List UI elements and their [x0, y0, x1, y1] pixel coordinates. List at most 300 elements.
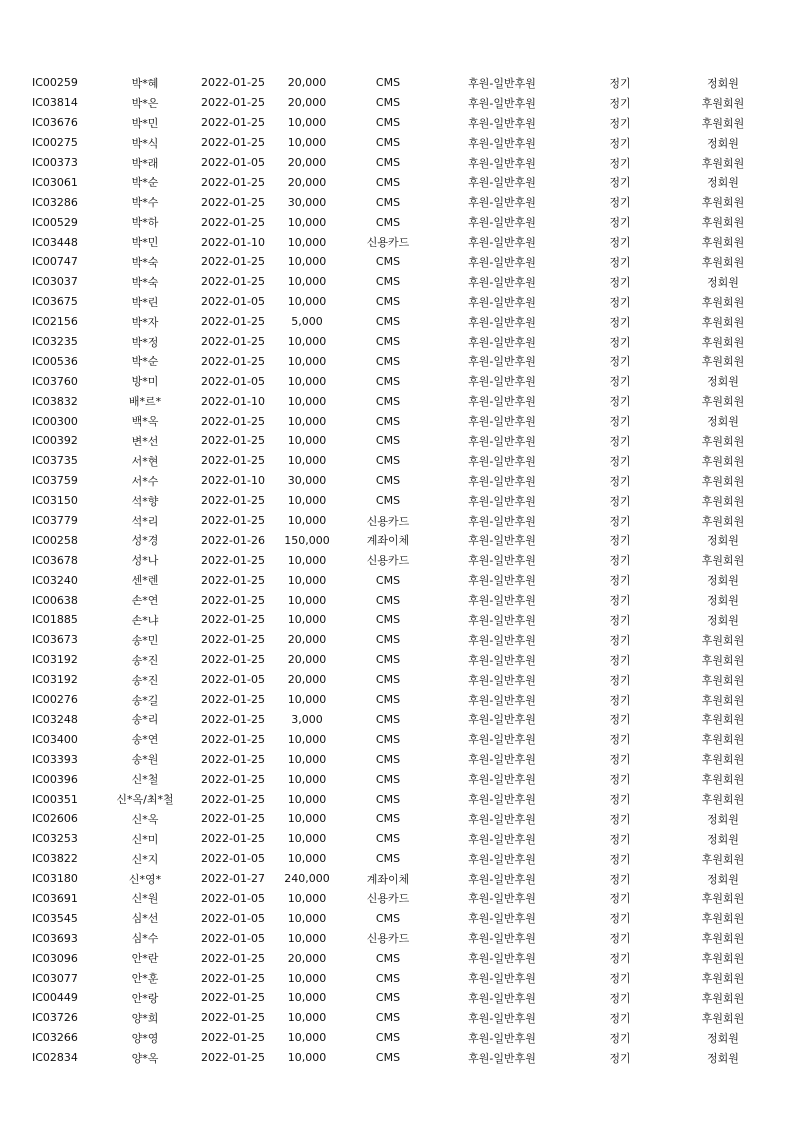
amount-cell: 10,000	[287, 772, 327, 786]
payment-method-cell: CMS	[375, 374, 401, 388]
member-grade-cell: 후원회원	[701, 335, 745, 349]
member-name-cell: 박*식	[131, 136, 159, 150]
member-name-cell: 박*수	[131, 196, 159, 210]
amount-cell: 10,000	[287, 732, 327, 746]
donation-type-cell: 후원-일반후원	[468, 852, 536, 866]
member-id-cell: IC01885	[32, 613, 78, 627]
payment-date-cell: 2022-01-25	[201, 1011, 265, 1025]
member-id-cell: IC03240	[32, 573, 78, 587]
member-id-cell: IC03822	[32, 852, 78, 866]
donation-type-cell: 후원-일반후원	[468, 434, 536, 448]
donation-type-cell: 후원-일반후원	[468, 415, 536, 429]
member-grade-cell: 후원회원	[701, 892, 745, 906]
member-id-cell: IC03832	[32, 394, 78, 408]
member-name-cell: 박*정	[131, 335, 159, 349]
table-row	[32, 1048, 772, 1068]
donation-type-cell: 후원-일반후원	[468, 196, 536, 210]
table-row	[32, 968, 772, 988]
member-grade-cell: 후원회원	[701, 96, 745, 110]
payment-method-cell: CMS	[375, 752, 401, 766]
member-grade-cell: 후원회원	[701, 295, 745, 309]
donation-cycle-cell: 정기	[609, 733, 631, 747]
payment-date-cell: 2022-01-25	[201, 633, 265, 647]
payment-date-cell: 2022-01-25	[201, 832, 265, 846]
donation-cycle-cell: 정기	[609, 335, 631, 349]
payment-date-cell: 2022-01-25	[201, 175, 265, 189]
donation-cycle-cell: 정기	[609, 1011, 631, 1025]
donation-cycle-cell: 정기	[609, 275, 631, 289]
member-name-cell: 방*미	[131, 375, 159, 389]
table-row	[32, 829, 772, 849]
payment-date-cell: 2022-01-05	[201, 911, 265, 925]
table-row	[32, 610, 772, 630]
member-id-cell: IC00529	[32, 215, 78, 229]
amount-cell: 10,000	[287, 494, 327, 508]
amount-cell: 10,000	[287, 693, 327, 707]
table-row	[32, 371, 772, 391]
amount-cell: 10,000	[287, 434, 327, 448]
payment-method-cell: CMS	[375, 653, 401, 667]
payment-method-cell: CMS	[375, 96, 401, 110]
donation-type-cell: 후원-일반후원	[468, 76, 536, 90]
table-row	[32, 153, 772, 173]
payment-date-cell: 2022-01-05	[201, 852, 265, 866]
donation-cycle-cell: 정기	[609, 514, 631, 528]
amount-cell: 10,000	[287, 454, 327, 468]
donation-cycle-cell: 정기	[609, 1031, 631, 1045]
donation-cycle-cell: 정기	[609, 236, 631, 250]
table-row	[32, 749, 772, 769]
member-grade-cell: 후원회원	[701, 733, 745, 747]
donation-cycle-cell: 정기	[609, 832, 631, 846]
donation-cycle-cell: 정기	[609, 415, 631, 429]
member-name-cell: 석*향	[131, 494, 159, 508]
donation-cycle-cell: 정기	[609, 176, 631, 190]
payment-date-cell: 2022-01-25	[201, 315, 265, 329]
donation-cycle-cell: 정기	[609, 375, 631, 389]
donation-type-cell: 후원-일반후원	[468, 216, 536, 230]
member-id-cell: IC03150	[32, 494, 78, 508]
member-id-cell: IC03693	[32, 931, 78, 945]
member-id-cell: IC03037	[32, 275, 78, 289]
table-row	[32, 491, 772, 511]
amount-cell: 10,000	[287, 215, 327, 229]
table-row	[32, 192, 772, 212]
member-name-cell: 박*래	[131, 156, 159, 170]
member-name-cell: 안*란	[131, 952, 159, 966]
member-grade-cell: 정회원	[707, 275, 739, 289]
donation-type-cell: 후원-일반후원	[468, 236, 536, 250]
donation-type-cell: 후원-일반후원	[468, 1031, 536, 1045]
payment-date-cell: 2022-01-05	[201, 931, 265, 945]
member-grade-cell: 후원회원	[701, 633, 745, 647]
donation-type-cell: 후원-일반후원	[468, 733, 536, 747]
payment-date-cell: 2022-01-25	[201, 434, 265, 448]
member-name-cell: 송*민	[131, 633, 159, 647]
payment-date-cell: 2022-01-26	[201, 533, 265, 547]
member-id-cell: IC03545	[32, 911, 78, 925]
donation-type-cell: 후원-일반후원	[468, 713, 536, 727]
member-grade-cell: 후원회원	[701, 355, 745, 369]
payment-date-cell: 2022-01-25	[201, 573, 265, 587]
member-name-cell: 박*린	[131, 295, 159, 309]
payment-date-cell: 2022-01-25	[201, 76, 265, 90]
member-grade-cell: 정회원	[707, 613, 739, 627]
donation-cycle-cell: 정기	[609, 793, 631, 806]
payment-method-cell: CMS	[375, 1011, 401, 1025]
member-grade-cell: 정회원	[707, 176, 739, 190]
table-row	[32, 232, 772, 252]
member-grade-cell: 정회원	[707, 832, 739, 846]
member-id-cell: IC03393	[32, 752, 78, 766]
member-grade-cell: 후원회원	[701, 952, 745, 966]
payment-date-cell: 2022-01-25	[201, 195, 265, 209]
member-name-cell: 신*미	[131, 832, 159, 846]
donation-cycle-cell: 정기	[609, 912, 631, 926]
payment-method-cell: CMS	[375, 295, 401, 309]
member-name-cell: 송*진	[131, 653, 159, 667]
member-id-cell: IC03077	[32, 971, 78, 985]
donation-type-cell: 후원-일반후원	[468, 335, 536, 349]
payment-date-cell: 2022-01-25	[201, 971, 265, 985]
payment-method-cell: 신용카드	[366, 892, 410, 906]
member-grade-cell: 후원회원	[701, 693, 745, 707]
amount-cell: 10,000	[287, 752, 327, 766]
donation-cycle-cell: 정기	[609, 972, 631, 986]
table-row	[32, 272, 772, 292]
member-name-cell: 심*선	[131, 912, 159, 926]
donation-type-cell: 후원-일반후원	[468, 991, 536, 1005]
payment-method-cell: CMS	[375, 712, 401, 726]
member-name-cell: 박*순	[131, 355, 159, 369]
member-grade-cell: 후원회원	[701, 315, 745, 329]
member-id-cell: IC00300	[32, 414, 78, 428]
donation-cycle-cell: 정기	[609, 633, 631, 647]
member-id-cell: IC03678	[32, 553, 78, 567]
payment-date-cell: 2022-01-25	[201, 215, 265, 229]
member-name-cell: 신*지	[131, 852, 159, 866]
donation-type-cell: 후원-일반후원	[468, 972, 536, 986]
table-row	[32, 252, 772, 272]
donation-table-body	[32, 73, 772, 1068]
payment-method-cell: CMS	[375, 175, 401, 189]
table-row	[32, 988, 772, 1008]
payment-method-cell: CMS	[375, 693, 401, 707]
member-name-cell: 박*순	[131, 176, 159, 190]
member-grade-cell: 후원회원	[701, 1011, 745, 1025]
donation-cycle-cell: 정기	[609, 116, 631, 130]
amount-cell: 10,000	[287, 553, 327, 567]
donation-cycle-cell: 정기	[609, 653, 631, 667]
table-row	[32, 710, 772, 730]
payment-method-cell: CMS	[375, 136, 401, 150]
member-id-cell: IC00276	[32, 693, 78, 707]
amount-cell: 10,000	[287, 613, 327, 627]
payment-method-cell: CMS	[375, 812, 401, 826]
payment-method-cell: CMS	[375, 732, 401, 746]
donation-cycle-cell: 정기	[609, 255, 631, 269]
table-row	[32, 849, 772, 869]
donation-cycle-cell: 정기	[609, 136, 631, 150]
donation-type-cell: 후원-일반후원	[468, 96, 536, 110]
member-name-cell: 박*하	[131, 216, 159, 230]
payment-method-cell: CMS	[375, 494, 401, 508]
member-name-cell: 손*냐	[131, 613, 159, 627]
member-grade-cell: 후원회원	[701, 753, 745, 767]
member-id-cell: IC00259	[32, 76, 78, 90]
payment-method-cell: CMS	[375, 673, 401, 687]
donation-type-cell: 후원-일반후원	[468, 1051, 536, 1065]
payment-method-cell: CMS	[375, 474, 401, 488]
payment-method-cell: 계좌이체	[366, 872, 410, 886]
payment-method-cell: 신용카드	[366, 236, 410, 250]
donation-cycle-cell: 정기	[609, 673, 631, 687]
payment-date-cell: 2022-01-25	[201, 1031, 265, 1045]
donation-type-cell: 후원-일반후원	[468, 653, 536, 667]
amount-cell: 20,000	[287, 96, 327, 110]
donation-cycle-cell: 정기	[609, 96, 631, 110]
payment-date-cell: 2022-01-25	[201, 275, 265, 289]
table-row	[32, 769, 772, 789]
donation-cycle-cell: 정기	[609, 395, 631, 409]
member-id-cell: IC02156	[32, 315, 78, 329]
amount-cell: 10,000	[287, 832, 327, 846]
donation-type-cell: 후원-일반후원	[468, 594, 536, 608]
payment-date-cell: 2022-01-25	[201, 335, 265, 349]
member-id-cell: IC00638	[32, 593, 78, 607]
donation-type-cell: 후원-일반후원	[468, 693, 536, 707]
member-name-cell: 박*혜	[131, 76, 159, 90]
donation-cycle-cell: 정기	[609, 76, 631, 90]
payment-method-cell: CMS	[375, 255, 401, 269]
donation-type-cell: 후원-일반후원	[468, 673, 536, 687]
payment-date-cell: 2022-01-10	[201, 474, 265, 488]
table-row	[32, 630, 772, 650]
payment-method-cell: CMS	[375, 911, 401, 925]
member-id-cell: IC03676	[32, 116, 78, 130]
donation-type-cell: 후원-일반후원	[468, 176, 536, 190]
member-grade-cell: 후원회원	[701, 713, 745, 727]
member-grade-cell: 후원회원	[701, 773, 745, 787]
amount-cell: 10,000	[287, 931, 327, 945]
member-id-cell: IC03760	[32, 374, 78, 388]
member-id-cell: IC03192	[32, 653, 78, 667]
payment-date-cell: 2022-01-27	[201, 872, 265, 886]
member-grade-cell: 후원회원	[701, 196, 745, 210]
amount-cell: 240,000	[284, 872, 330, 886]
table-row	[32, 570, 772, 590]
member-name-cell: 박*은	[131, 96, 159, 110]
donation-type-cell: 후원-일반후원	[468, 395, 536, 409]
donation-type-cell: 후원-일반후원	[468, 832, 536, 846]
amount-cell: 10,000	[287, 792, 327, 806]
donation-type-cell: 후원-일반후원	[468, 255, 536, 269]
payment-method-cell: 신용카드	[366, 932, 410, 946]
amount-cell: 10,000	[287, 971, 327, 985]
donation-type-cell: 후원-일반후원	[468, 494, 536, 508]
member-name-cell: 양*희	[131, 1011, 159, 1025]
table-row	[32, 471, 772, 491]
donation-cycle-cell: 정기	[609, 315, 631, 329]
table-row	[32, 212, 772, 232]
member-name-cell: 안*랑	[131, 991, 159, 1005]
donation-type-cell: 후원-일반후원	[468, 474, 536, 488]
payment-method-cell: CMS	[375, 792, 401, 806]
amount-cell: 10,000	[287, 1051, 327, 1065]
payment-method-cell: CMS	[375, 335, 401, 349]
payment-date-cell: 2022-01-25	[201, 772, 265, 786]
member-name-cell: 신*옥	[131, 812, 159, 826]
member-grade-cell: 후원회원	[701, 932, 745, 946]
donation-cycle-cell: 정기	[609, 216, 631, 230]
payment-method-cell: CMS	[375, 772, 401, 786]
member-grade-cell: 후원회원	[701, 216, 745, 230]
member-id-cell: IC02834	[32, 1051, 78, 1065]
member-id-cell: IC00373	[32, 156, 78, 169]
donation-cycle-cell: 정기	[609, 952, 631, 966]
payment-date-cell: 2022-01-05	[201, 891, 265, 905]
table-row	[32, 113, 772, 133]
member-grade-cell: 후원회원	[701, 554, 745, 568]
payment-method-cell: 계좌이체	[366, 534, 410, 548]
member-id-cell: IC03096	[32, 951, 78, 965]
member-name-cell: 신*원	[131, 892, 159, 906]
member-name-cell: 심*수	[131, 932, 159, 946]
payment-method-cell: CMS	[375, 195, 401, 209]
member-name-cell: 성*경	[131, 534, 159, 548]
donation-type-cell: 후원-일반후원	[468, 753, 536, 767]
payment-method-cell: CMS	[375, 414, 401, 428]
donation-cycle-cell: 정기	[609, 693, 631, 707]
member-id-cell: IC00258	[32, 533, 78, 547]
member-id-cell: IC03726	[32, 1011, 78, 1025]
amount-cell: 20,000	[287, 951, 327, 965]
donation-cycle-cell: 정기	[609, 434, 631, 448]
member-id-cell: IC00392	[32, 434, 78, 448]
amount-cell: 30,000	[287, 474, 327, 488]
amount-cell: 20,000	[287, 76, 327, 90]
member-id-cell: IC02606	[32, 812, 78, 826]
member-id-cell: IC03735	[32, 454, 78, 468]
member-grade-cell: 후원회원	[701, 236, 745, 250]
donation-cycle-cell: 정기	[609, 932, 631, 946]
payment-date-cell: 2022-01-25	[201, 553, 265, 567]
table-row	[32, 351, 772, 371]
payment-date-cell: 2022-01-05	[201, 295, 265, 309]
payment-method-cell: CMS	[375, 951, 401, 965]
donation-cycle-cell: 정기	[609, 594, 631, 608]
donation-cycle-cell: 정기	[609, 1051, 631, 1065]
member-name-cell: 서*수	[131, 474, 159, 488]
table-row	[32, 451, 772, 471]
member-name-cell: 신*옥/최*철	[116, 793, 174, 806]
donation-type-cell: 후원-일반후원	[468, 793, 536, 806]
amount-cell: 10,000	[287, 255, 327, 269]
payment-method-cell: CMS	[375, 1051, 401, 1065]
member-id-cell: IC03061	[32, 175, 78, 189]
donation-type-cell: 후원-일반후원	[468, 295, 536, 309]
payment-method-cell: CMS	[375, 852, 401, 866]
payment-method-cell: CMS	[375, 215, 401, 229]
payment-date-cell: 2022-01-25	[201, 792, 265, 806]
donation-type-cell: 후원-일반후원	[468, 156, 536, 170]
member-name-cell: 손*연	[131, 594, 159, 608]
amount-cell: 10,000	[287, 116, 327, 130]
payment-date-cell: 2022-01-25	[201, 414, 265, 428]
member-grade-cell: 후원회원	[701, 494, 745, 508]
payment-date-cell: 2022-01-25	[201, 96, 265, 110]
amount-cell: 10,000	[287, 136, 327, 150]
member-name-cell: 배*르*	[128, 395, 162, 409]
donation-cycle-cell: 정기	[609, 156, 631, 170]
payment-date-cell: 2022-01-25	[201, 494, 265, 508]
payment-date-cell: 2022-01-25	[201, 354, 265, 368]
member-id-cell: IC03675	[32, 295, 78, 309]
table-row	[32, 312, 772, 332]
member-name-cell: 송*연	[131, 733, 159, 747]
table-row	[32, 670, 772, 690]
table-row	[32, 948, 772, 968]
member-grade-cell: 후원회원	[701, 156, 745, 170]
table-row	[32, 650, 772, 670]
member-name-cell: 양*영	[131, 1031, 159, 1045]
table-row	[32, 1008, 772, 1028]
member-id-cell: IC03759	[32, 474, 78, 488]
table-row	[32, 690, 772, 710]
amount-cell: 20,000	[287, 673, 327, 687]
payment-date-cell: 2022-01-05	[201, 673, 265, 687]
member-name-cell: 송*길	[131, 693, 159, 707]
amount-cell: 10,000	[287, 295, 327, 309]
payment-date-cell: 2022-01-25	[201, 593, 265, 607]
member-grade-cell: 정회원	[707, 574, 739, 588]
member-grade-cell: 정회원	[707, 136, 739, 150]
member-name-cell: 송*리	[131, 713, 159, 727]
table-row	[32, 172, 772, 192]
payment-date-cell: 2022-01-25	[201, 255, 265, 269]
amount-cell: 10,000	[287, 593, 327, 607]
member-name-cell: 송*진	[131, 673, 159, 687]
donation-cycle-cell: 정기	[609, 773, 631, 787]
member-grade-cell: 후원회원	[701, 852, 745, 866]
table-row	[32, 292, 772, 312]
donation-type-cell: 후원-일반후원	[468, 892, 536, 906]
table-row	[32, 133, 772, 153]
table-row	[32, 332, 772, 352]
amount-cell: 10,000	[287, 374, 327, 388]
amount-cell: 20,000	[287, 653, 327, 667]
amount-cell: 10,000	[287, 1031, 327, 1045]
amount-cell: 10,000	[287, 394, 327, 408]
payment-method-cell: CMS	[375, 315, 401, 329]
member-grade-cell: 후원회원	[701, 673, 745, 687]
table-row	[32, 928, 772, 948]
member-id-cell: IC03248	[32, 712, 78, 726]
member-id-cell: IC00747	[32, 255, 78, 269]
donation-table	[32, 73, 772, 1068]
member-grade-cell: 후원회원	[701, 395, 745, 409]
donation-type-cell: 후원-일반후원	[468, 136, 536, 150]
payment-date-cell: 2022-01-05	[201, 156, 265, 169]
donation-cycle-cell: 정기	[609, 355, 631, 369]
amount-cell: 10,000	[287, 1011, 327, 1025]
table-row	[32, 391, 772, 411]
donation-cycle-cell: 정기	[609, 554, 631, 568]
member-name-cell: 양*옥	[131, 1051, 159, 1065]
table-row	[32, 889, 772, 909]
member-name-cell: 신*영*	[128, 872, 162, 886]
donation-type-cell: 후원-일반후원	[468, 773, 536, 787]
